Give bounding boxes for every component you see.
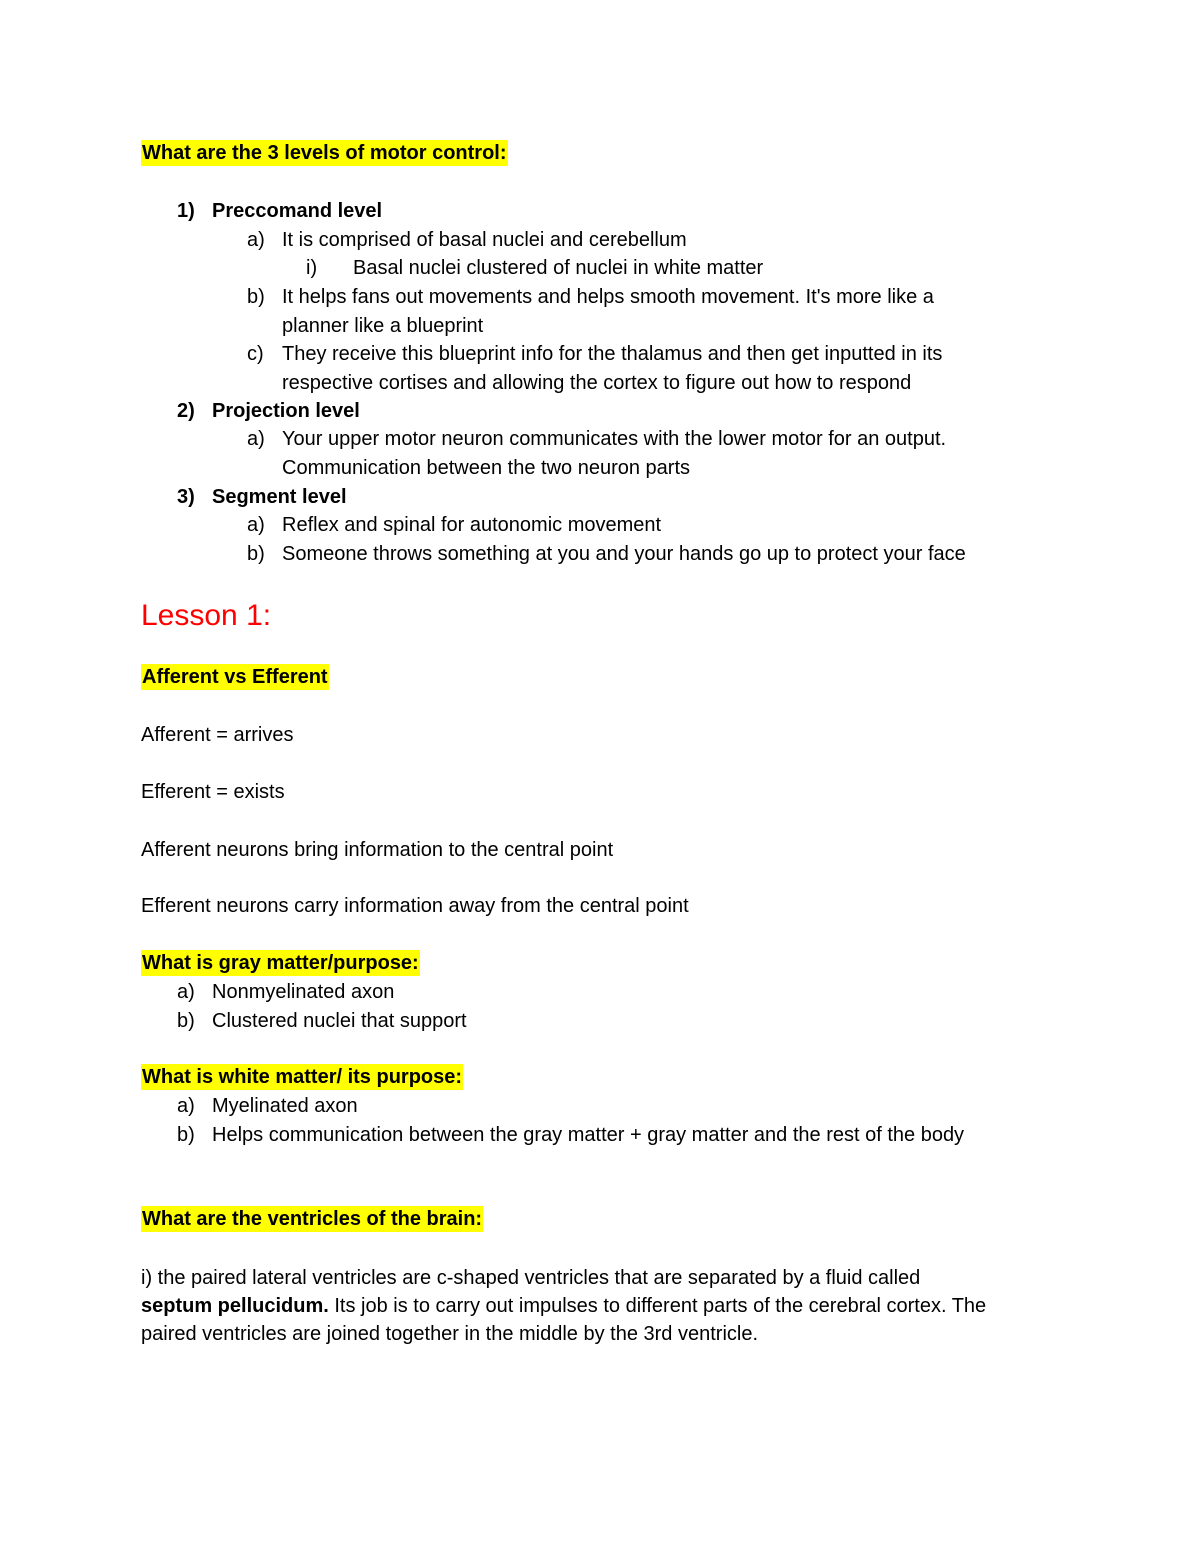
white-b-text: Helps communication between the gray matter + gray matter and the rest of the body [212,1124,965,1146]
gray-b-marker: b) [177,1010,195,1032]
ventricles-line-2 [141,1293,986,1319]
level-1-c-marker: c) [247,343,264,365]
gray-matter-heading: What is gray matter/purpose: [142,952,419,974]
gray-b-text: Clustered nuclei that support [212,1010,467,1032]
afferent-definition: Afferent = arrives [141,724,294,746]
white-a-text: Myelinated axon [212,1095,358,1117]
level-1-b-marker: b) [247,286,265,308]
level-3-a-text: Reflex and spinal for autonomic movement [282,514,662,536]
level-1-i-marker: i) [306,257,318,279]
level-1-a-text: It is comprised of basal nuclei and cerebellum [282,229,687,251]
white-b-marker: b) [177,1124,195,1146]
level-1-c-line1: They receive this blueprint info for the thalamus and then get inputted in its [282,343,943,365]
level-1-c-line2: respective cortises and allowing the cortex to figure out how to respond [282,372,912,394]
level-2-a-marker: a) [247,428,265,450]
level-1-b-line2: planner like a blueprint [282,315,484,337]
level-3-number: 3) [177,486,195,508]
level-2-number: 2) [177,400,195,422]
level-1-i-text: Basal nuclei clustered of nuclei in white matter [353,257,764,279]
level-1-a-marker: a) [247,229,265,251]
septum-pellucidum-term: septum pellucidum. [141,1295,329,1317]
ventricles-line-3: paired ventricles are joined together in the middle by the 3rd ventricle. [141,1323,759,1345]
afferent-efferent-heading: Afferent vs Efferent [142,666,328,688]
efferent-neurons-text: Efferent neurons carry information away from the central point [141,895,689,917]
level-2-title: Projection level [212,400,360,422]
level-2-a-line1: Your upper motor neuron communicates with the lower motor for an output. [282,428,947,450]
efferent-definition: Efferent = exists [141,781,285,803]
level-1-number: 1) [177,200,195,222]
level-1-title: Preccomand level [212,200,383,222]
white-matter-heading: What is white matter/ its purpose: [142,1066,463,1088]
level-1-b-line1: It helps fans out movements and helps smooth movement. It's more like a [282,286,934,308]
gray-a-marker: a) [177,981,195,1003]
afferent-neurons-text: Afferent neurons bring information to the central point [141,839,614,861]
white-a-marker: a) [177,1095,195,1117]
level-2-a-line2: Communication between the two neuron parts [282,457,691,479]
level-3-b-text: Someone throws something at you and your hands go up to protect your face [282,543,966,565]
motor-control-heading: What are the 3 levels of motor control: [142,142,507,164]
ventricles-heading: What are the ventricles of the brain: [142,1208,483,1230]
level-3-title: Segment level [212,486,347,508]
ventricles-line-2-rest: Its job is to carry out impulses to different parts of the cerebral cortex. The [328,1295,987,1317]
ventricles-line-1: i) the paired lateral ventricles are c-shaped ventricles that are separated by a fluid called [141,1267,921,1289]
gray-a-text: Nonmyelinated axon [212,981,395,1003]
level-3-b-marker: b) [247,543,265,565]
level-3-a-marker: a) [247,514,265,536]
lesson-title: Lesson 1: [141,599,272,632]
